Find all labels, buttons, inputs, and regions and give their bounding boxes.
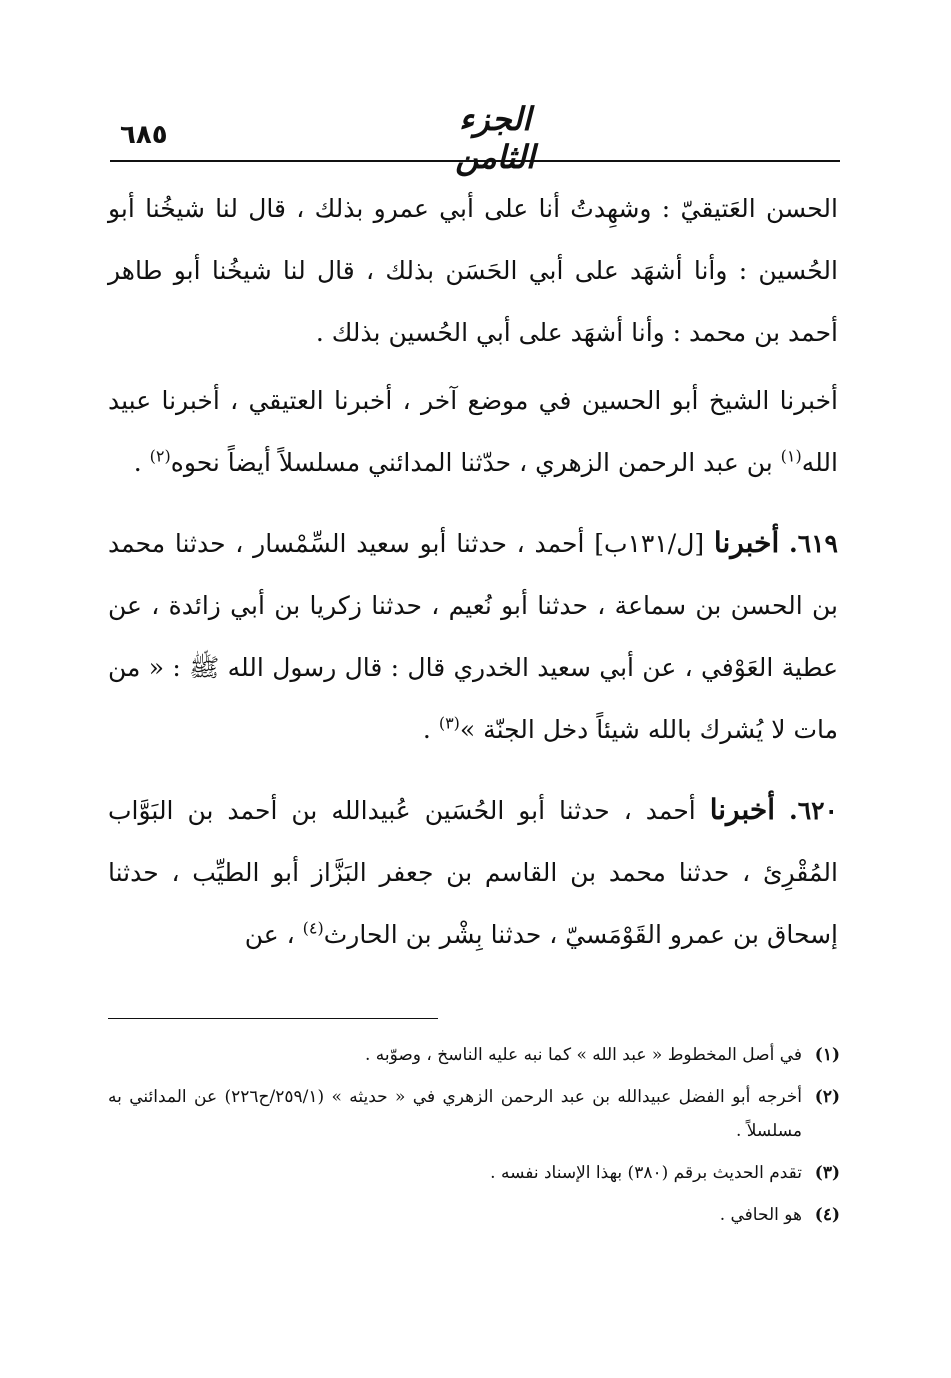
- running-title: الجزء الثامن: [455, 100, 535, 176]
- hadith-keyword: أخبرنا: [709, 793, 775, 826]
- paragraph-text: بن عبد الرحمن الزهري ، حدّثنا المدائني مسلسلاً أيضاً نحوه: [170, 448, 781, 477]
- paragraph-text: أخبرنا الشيخ أبو الحسين في موضع آخر ، أخبرنا العتيقي ، أخبرنا عبيد الله: [108, 386, 838, 477]
- hadith-keyword: أخبرنا: [713, 526, 780, 559]
- header-rule: [110, 160, 840, 162]
- hadith-number: ٦٢٠.: [788, 796, 838, 825]
- page-number: ٦٨٥: [120, 120, 168, 150]
- paragraph-text: .: [133, 448, 150, 477]
- footnote-2: [108, 1080, 840, 1148]
- hadith-text: .: [422, 715, 439, 744]
- footnote-3: [108, 1156, 840, 1190]
- paragraph-1: الحسن العَتيقيّ : وشهِدتُ أنا على أبي عمرو بذلك ، قال لنا شيخُنا أبو الحُسين : وأنا أشهَد على أبي الحَسَن بذلك ، قال لنا شيخُنا أبو طاهر أحمد بن محمد : وأنا أشهَد على أبي الحُسين بذلك .: [108, 194, 838, 347]
- hadith-620: [108, 779, 838, 966]
- hadith-text: أحمد ، حدثنا أبو الحُسَين عُبيدالله بن أحمد بن البَوَّاب المُقْرِئ ، حدثنا محمد بن القاسم بن جعفر البَزَّاز أبو الطيِّب ، حدثنا إسحاق بن عمرو القَوْمَسيّ ، حدثنا بِشْر بن الحارث: [108, 796, 838, 949]
- footnote-text: أخرجه أبو الفضل عبيدالله بن عبد الرحمن الزهري في « حديثه » (٢٥٩/١/ح٢٢٦) عن المدائني به مسلسلاً .: [108, 1087, 802, 1141]
- page-header: [110, 98, 840, 176]
- footnote-number: (١): [814, 1045, 840, 1065]
- footnote-reference[interactable]: (٢): [149, 446, 171, 466]
- hadith-619: [108, 512, 838, 761]
- footnote-number: (٤): [814, 1205, 840, 1225]
- paragraph-2: [108, 370, 838, 494]
- footnote-number: (٢): [814, 1087, 840, 1107]
- footnote-reference[interactable]: (١): [780, 446, 802, 466]
- footnote-1: [108, 1038, 840, 1072]
- footnotes: [108, 1038, 840, 1240]
- footnote-reference[interactable]: (٤): [302, 918, 324, 938]
- footnote-rule: [108, 1018, 438, 1019]
- main-text: [108, 178, 838, 966]
- footnote-text: تقدم الحديث برقم (٣٨٠) بهذا الإسناد نفسه .: [490, 1163, 802, 1183]
- footnote-text: هو الحافي .: [719, 1205, 802, 1225]
- hadith-number: ٦١٩.: [788, 529, 838, 558]
- footnote-number: (٣): [814, 1163, 840, 1183]
- footnote-4: [108, 1198, 840, 1232]
- footnote-text: في أصل المخطوط « عبد الله » كما نبه عليه الناسخ ، وصوّبه .: [364, 1045, 802, 1065]
- hadith-text: [ل/١٣١ب] أحمد ، حدثنا أبو سعيد السِّمْسار ، حدثنا محمد بن الحسن بن سماعة ، حدثنا أبو نُعيم ، حدثنا زكريا بن أبي زائدة ، عن عطية العَوْفي ، عن أبي سعيد الخدري قال : قال رسول الله ﷺ : « من مات لا يُشرك بالله شيئاً دخل الجنّة »: [108, 529, 838, 744]
- hadith-text: ، عن: [244, 920, 303, 949]
- footnote-reference[interactable]: (٣): [438, 713, 460, 733]
